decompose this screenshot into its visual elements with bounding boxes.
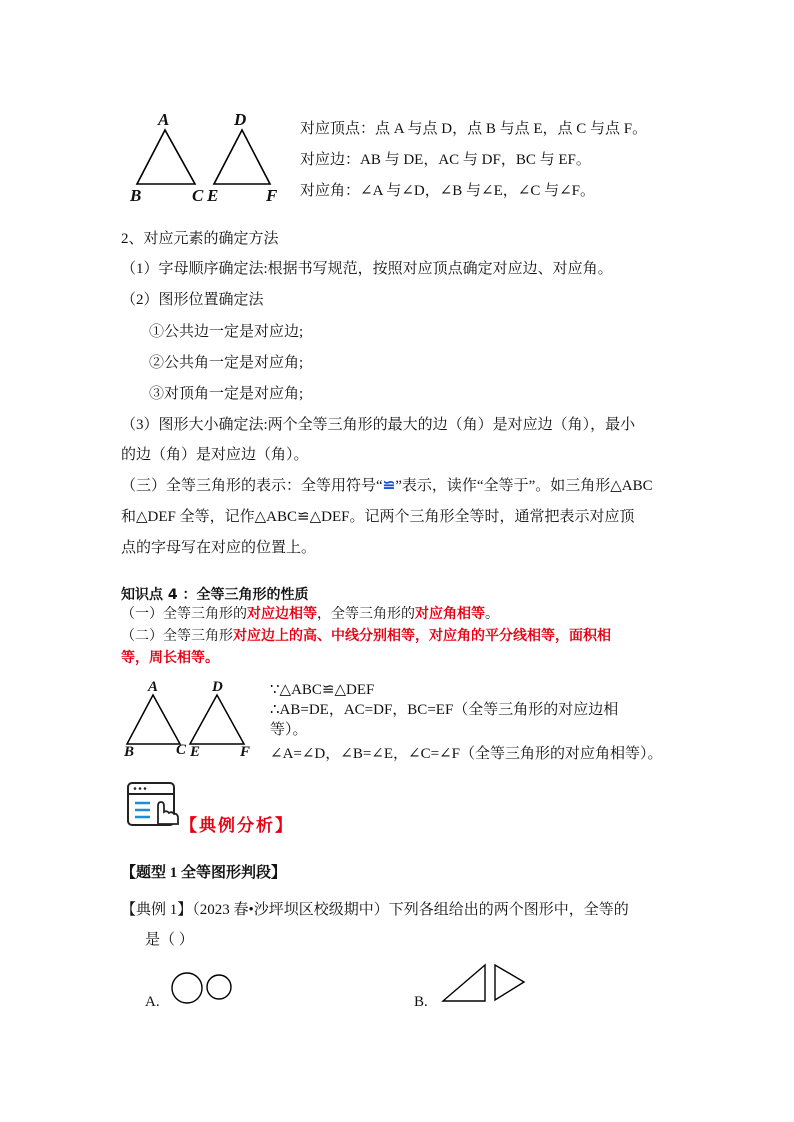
example1-line1: 【典例 1】（2023 春•沙坪坝区校级期中）下列各组给出的两个图形中，全等的 <box>121 902 629 918</box>
property-1: （一）全等三角形的对应边相等，全等三角形的对应角相等。 <box>121 606 499 622</box>
example1-line2: 是（ ） <box>145 932 194 948</box>
method-2: （2）图形位置确定法 <box>121 292 264 308</box>
method-2-item-1: ①公共边一定是对应边; <box>149 324 304 340</box>
method-1: （1）字母顺序确定法:根据书写规范，按照对应顶点确定对应边、对应角。 <box>121 261 613 277</box>
label-e: E <box>207 186 219 205</box>
knowledge4-title: 知识点 4 ：全等三角形的性质 <box>121 587 309 603</box>
correspond-vertices: 对应顶点：点 A 与点 D，点 B 与点 E，点 C 与点 F。 <box>300 121 648 137</box>
triangle-abc <box>137 130 195 184</box>
label-e: E <box>190 744 201 760</box>
label-c: C <box>176 742 187 758</box>
label-c: C <box>192 186 204 205</box>
label-d: D <box>234 110 247 129</box>
example-analysis-banner: 【典例分析】 <box>180 816 294 836</box>
triangle-def <box>214 130 270 184</box>
label-b: B <box>130 186 142 205</box>
label-f: F <box>266 186 278 205</box>
correspond-sides: 对应边：AB 与 DE，AC 与 DF，BC 与 EF。 <box>300 152 591 168</box>
proof-line-2: ∴AB=DE，AC=DF，BC=EF（全等三角形的对应边相 <box>270 702 619 718</box>
label-f: F <box>240 744 251 760</box>
label-b: B <box>124 744 135 760</box>
method-2-item-3: ③对顶角一定是对应角; <box>149 386 304 402</box>
option-a-circles <box>168 970 238 1006</box>
label-a: A <box>158 110 170 129</box>
option-b-triangles <box>436 960 528 1004</box>
example-analysis-icon <box>126 780 182 832</box>
property-2-line2: 等，周长相等。 <box>121 650 219 666</box>
congruence-symbol: ≌ <box>382 478 396 494</box>
label-d: D <box>212 679 223 695</box>
top-triangles-figure <box>120 108 290 208</box>
proof-line-1: ∵△ABC≌△DEF <box>270 682 375 698</box>
label-a: A <box>148 679 159 695</box>
section2-title: 2、对应元素的确定方法 <box>121 231 279 247</box>
option-a-label: A. <box>145 994 160 1010</box>
notation-line3: 点的字母写在对应的位置上。 <box>121 540 317 556</box>
proof-line-3: 等）。 <box>270 722 308 738</box>
method-2-item-2: ②公共角一定是对应角; <box>149 355 304 371</box>
option-b-label: B. <box>414 994 428 1010</box>
proof-line-4: ∠A=∠D，∠B=∠E，∠C=∠F（全等三角形的对应角相等）。 <box>270 746 663 762</box>
triangle-def <box>190 695 244 744</box>
method-3-line2: 的边（角）是对应边（角）。 <box>121 447 309 463</box>
triangle-abc <box>127 695 180 744</box>
correspond-angles: 对应角：∠A 与∠D，∠B 与∠E，∠C 与∠F。 <box>300 183 596 199</box>
notation-line2: 和△DEF 全等，记作△ABC≌△DEF。记两个三角形全等时，通常把表示对应顶 <box>121 509 635 525</box>
property-2-line1: （二）全等三角形对应边上的高、中线分别相等，对应角的平分线相等，面积相 <box>121 628 611 644</box>
method-3-line1: （3）图形大小确定法:两个全等三角形的最大的边（角）是对应边（角），最小 <box>121 417 636 433</box>
type1-title: 【题型 1 全等图形判段】 <box>121 865 287 881</box>
notation-line1: （三）全等三角形的表示：全等用符号“≌”表示，读作“全等于”。如三角形△ABC <box>121 478 653 494</box>
